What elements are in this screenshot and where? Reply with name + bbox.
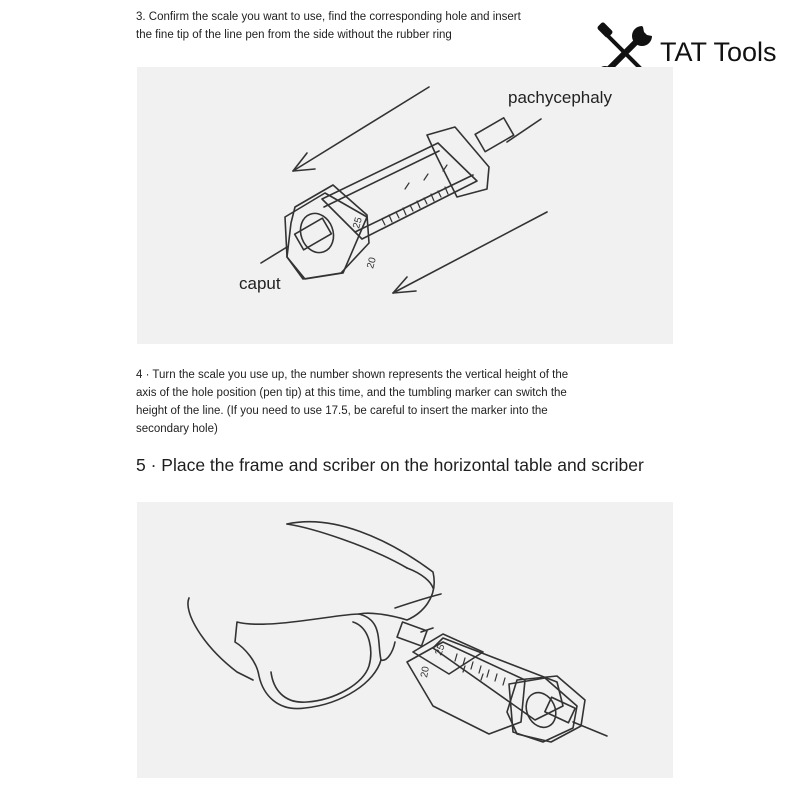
- line-scriber-illustration: [137, 67, 673, 344]
- figure1-panel: [137, 67, 673, 344]
- step3-instructions: [136, 8, 606, 44]
- step3-line2: the fine tip of the line pen from the side without the rubber ring: [136, 29, 452, 41]
- scale-mark-25-fig2: 25: [433, 642, 448, 658]
- step4-line3: height of the line. (If you need to use 17.5, be careful to insert the marker into the: [136, 405, 548, 417]
- step4-instructions: [136, 366, 636, 438]
- step5-title: 5 · Place the frame and scriber on the horizontal table and scriber: [136, 455, 644, 475]
- step4-line1: 4 · Turn the scale you use up, the number shown represents the vertical height of the: [136, 369, 569, 381]
- glasses-and-scriber-illustration: [137, 502, 673, 778]
- scale-mark-20: 20: [365, 256, 379, 270]
- figure2-panel: [137, 502, 673, 778]
- scale-mark-20-fig2: 20: [419, 665, 432, 679]
- brand-name: TAT Tools: [660, 37, 777, 67]
- step4-line4: secondary hole): [136, 423, 218, 435]
- label-caput: caput: [239, 274, 281, 293]
- step3-line1: 3. Confirm the scale you want to use, find the corresponding hole and insert: [136, 11, 521, 23]
- scale-mark-25: 25: [351, 216, 365, 230]
- label-pachycephaly: pachycephaly: [508, 88, 612, 107]
- step4-line2: axis of the hole position (pen tip) at this time, and the tumbling marker can switch the: [136, 387, 567, 399]
